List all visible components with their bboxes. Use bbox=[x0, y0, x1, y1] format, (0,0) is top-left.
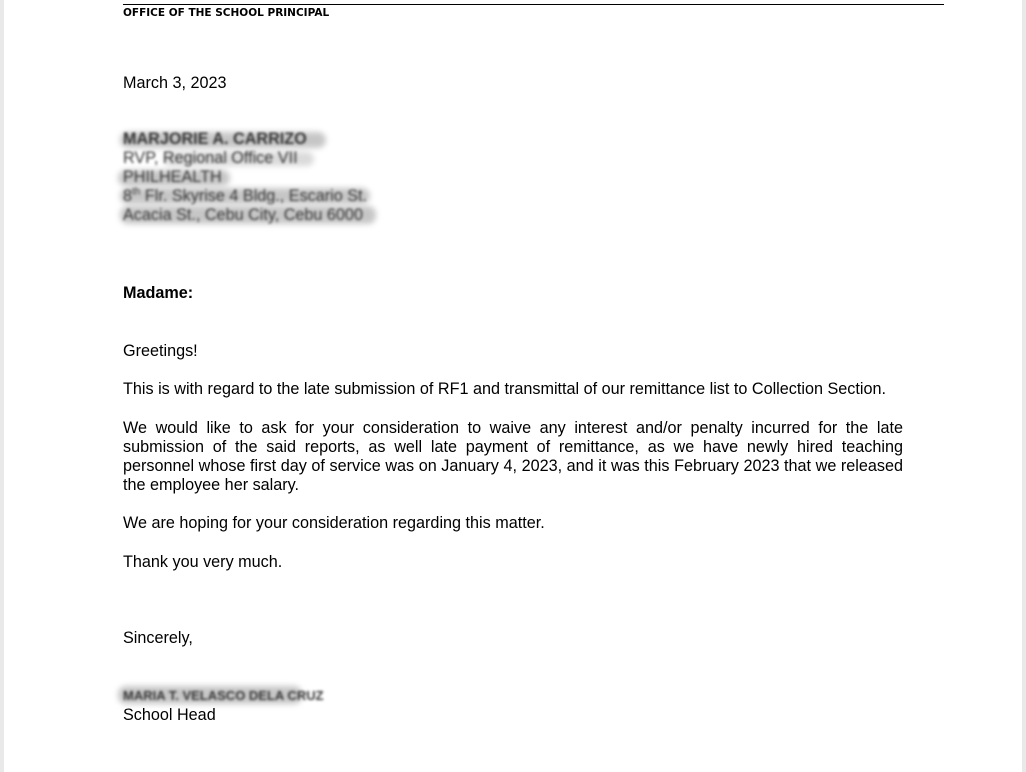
salutation: Madame: bbox=[123, 284, 194, 302]
recipient-address-1: 8th Flr. Skyrise 4 Bldg., Escario St. bbox=[123, 186, 368, 205]
recipient-title: RVP, Regional Office VII bbox=[123, 149, 298, 167]
closing: Sincerely, bbox=[123, 629, 193, 647]
header-rule bbox=[123, 4, 944, 5]
greeting: Greetings! bbox=[123, 342, 198, 360]
paragraph-4: Thank you very much. bbox=[123, 553, 283, 571]
recipient-name: MARJORIE A. CARRIZO bbox=[123, 130, 307, 148]
signatory-position: School Head bbox=[123, 706, 216, 724]
paragraph-2: We would like to ask for your consideration to waive any interest and/or penalty incurred for the late submission of the said reports, as well late payment of remittance, as we have newly hired teaching personnel whose first day of service was on January 4, 2023, and it was this February 2023 that we released the employee her salary. bbox=[123, 419, 903, 494]
signatory-name: MARIA T. VELASCO DELA CRUZ bbox=[123, 688, 324, 703]
office-header: OFFICE OF THE SCHOOL PRINCIPAL bbox=[123, 7, 330, 19]
paragraph-1: This is with regard to the late submission of RF1 and transmittal of our remittance list to Collection Section. bbox=[123, 380, 886, 398]
recipient-org: PHILHEALTH bbox=[123, 168, 222, 186]
document-page bbox=[4, 0, 1022, 772]
recipient-address-2: Acacia St., Cebu City, Cebu 6000 bbox=[123, 206, 363, 224]
paragraph-3: We are hoping for your consideration regarding this matter. bbox=[123, 514, 545, 532]
letter-date: March 3, 2023 bbox=[123, 74, 227, 92]
